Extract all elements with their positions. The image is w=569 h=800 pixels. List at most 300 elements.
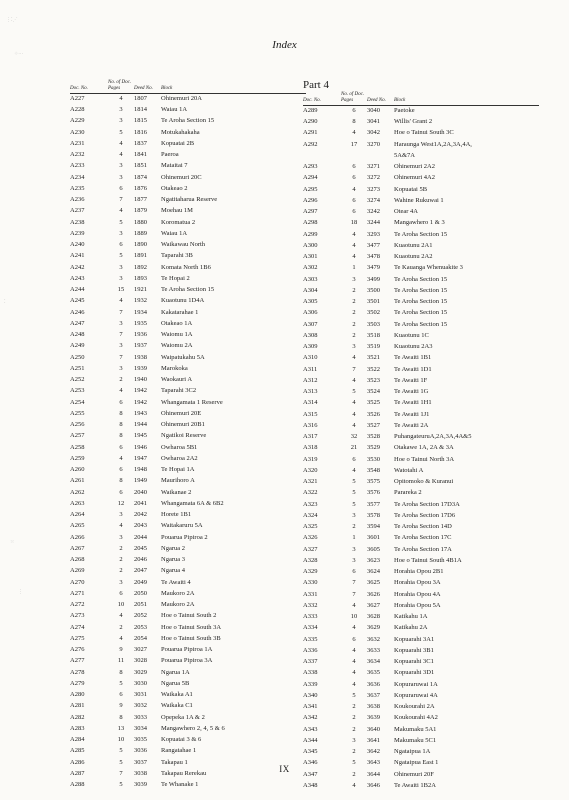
doc-pages-cell: 4	[119, 634, 123, 642]
block-cell: Horahia Opou 5A	[394, 601, 441, 609]
deed-no-cell: 3500	[367, 286, 380, 294]
table-row	[70, 184, 306, 195]
doc-no-cell: A337	[303, 658, 318, 666]
doc-no-cell: A298	[303, 219, 318, 227]
deed-no-cell: 1841	[134, 151, 147, 159]
table-header-row	[303, 92, 539, 105]
block-cell: Te Aroha Section 15	[394, 309, 448, 317]
table-row	[70, 420, 306, 431]
table-row	[303, 128, 539, 139]
doc-no-cell: A320	[303, 466, 318, 474]
doc-pages-cell: 4	[352, 624, 356, 632]
doc-no-cell: A326	[303, 534, 318, 542]
doc-no-cell: A291	[303, 129, 318, 137]
doc-pages-cell: 3	[119, 578, 123, 586]
table-row	[70, 780, 306, 791]
deed-no-cell: 2050	[134, 589, 147, 597]
block-cell: Kopuarahi 3A1	[394, 635, 435, 643]
doc-no-cell: A235	[70, 184, 85, 192]
table-row	[303, 196, 539, 207]
table-row	[70, 532, 306, 543]
table-row	[70, 285, 306, 296]
deed-no-cell: 3529	[367, 444, 380, 452]
block-cell: Maukoro 2A	[161, 589, 195, 597]
doc-no-cell: A294	[303, 174, 318, 182]
doc-no-cell: A280	[70, 691, 85, 699]
doc-pages-cell: 2	[352, 331, 356, 339]
doc-no-cell: A275	[70, 634, 85, 642]
block-cell: Ohinemuri 20C	[161, 173, 202, 181]
doc-pages-cell: 6	[119, 398, 123, 406]
doc-pages-cell: 8	[119, 477, 123, 485]
block-cell: Te Hopai 2	[161, 274, 190, 282]
deed-no-cell: 1893	[134, 274, 147, 282]
doc-no-cell: A339	[303, 680, 318, 688]
block-cell: Te Aroha Section 15	[394, 286, 448, 294]
table-row	[70, 127, 306, 138]
doc-pages-cell: 7	[119, 196, 123, 204]
doc-pages-cell: 2	[352, 523, 356, 531]
table-row	[303, 364, 539, 375]
table-row	[303, 511, 539, 522]
block-cell: Paetoke	[394, 106, 415, 114]
doc-no-cell: A343	[303, 725, 318, 733]
doc-pages-cell: 5	[119, 747, 123, 755]
doc-no-cell: A338	[303, 669, 318, 677]
doc-no-cell: A293	[303, 163, 318, 171]
doc-no-cell: A265	[70, 522, 85, 530]
doc-pages-cell: 6	[119, 488, 123, 496]
deed-no-cell: 2045	[134, 544, 147, 552]
deed-no-cell: 1851	[134, 162, 147, 170]
table-row	[70, 476, 306, 487]
doc-pages-cell: 3	[119, 162, 123, 170]
table-row	[303, 713, 539, 724]
doc-pages-cell: 4	[352, 669, 356, 677]
deed-no-cell: 1943	[134, 409, 147, 417]
table-row	[70, 454, 306, 465]
doc-no-cell: A242	[70, 263, 85, 271]
table-row	[303, 387, 539, 398]
block-cell: Takapau Rerekau	[161, 769, 207, 777]
block-cell: Kuaotunu 2A1	[394, 241, 433, 249]
page-folio: IX	[279, 764, 290, 774]
block-cell: Waikaka A1	[161, 691, 193, 699]
table-row	[303, 522, 539, 533]
doc-pages-cell: 11	[117, 657, 125, 665]
doc-no-cell: A228	[70, 106, 85, 114]
doc-no-cell: A264	[70, 511, 85, 519]
block-cell: Waikaka C1	[161, 702, 193, 710]
block-cell: Ohinemuri 2A2	[394, 163, 435, 171]
deed-no-cell: 3040	[367, 106, 380, 114]
block-cell: Parareka 2	[394, 489, 422, 497]
doc-no-cell: A257	[70, 432, 85, 440]
table-row	[70, 510, 306, 521]
column-header-block: Block	[161, 80, 306, 93]
deed-no-cell: 3632	[367, 635, 380, 643]
deed-no-cell: 1880	[134, 218, 147, 226]
doc-no-cell: A309	[303, 343, 318, 351]
table-row	[303, 668, 539, 679]
block-cell: Pouarua Pipiroa 3A	[161, 657, 213, 665]
doc-pages-cell: 2	[119, 544, 123, 552]
doc-no-cell: A313	[303, 388, 318, 396]
doc-no-cell: A253	[70, 387, 85, 395]
doc-no-cell: A304	[303, 286, 318, 294]
doc-pages-cell: 5	[119, 781, 123, 789]
block-cell: Waokauri A	[161, 376, 193, 384]
deed-no-cell: 3037	[134, 758, 147, 766]
deed-no-cell: 1947	[134, 454, 147, 462]
doc-no-cell: A314	[303, 399, 318, 407]
doc-pages-cell: 3	[352, 511, 356, 519]
deed-no-cell: 2046	[134, 556, 147, 564]
block-cell: Waikawau North	[161, 241, 206, 249]
deed-no-cell: 1892	[134, 263, 147, 271]
deed-no-cell: 1942	[134, 398, 147, 406]
doc-pages-cell: 32	[350, 433, 358, 441]
doc-no-cell: A342	[303, 714, 318, 722]
doc-no-cell: A348	[303, 781, 318, 789]
doc-pages-cell: 6	[352, 174, 356, 182]
block-cell: Pouarua Pipiroa 2	[161, 533, 208, 541]
doc-pages-cell: 6	[352, 196, 356, 204]
deed-no-cell: 3521	[367, 354, 380, 362]
deed-no-cell: 1944	[134, 421, 147, 429]
block-cell: Waikanae 2	[161, 488, 192, 496]
block-cell: Te Aroha Section 17C	[394, 534, 452, 542]
doc-no-cell: A247	[70, 319, 85, 327]
table-row	[70, 622, 306, 633]
deed-no-cell: 3519	[367, 343, 380, 351]
table-row	[303, 173, 539, 184]
doc-no-cell: A259	[70, 454, 85, 462]
doc-pages-cell: 4	[352, 185, 356, 193]
block-cell: Mataitai 7	[161, 162, 188, 170]
deed-no-cell: 3293	[367, 230, 380, 238]
doc-no-cell: A252	[70, 376, 85, 384]
table-row	[303, 623, 539, 634]
table-row	[70, 105, 306, 116]
doc-no-cell: A289	[303, 106, 318, 114]
column-header-doc-no: Doc. No.	[70, 80, 108, 93]
doc-no-cell: A290	[303, 118, 318, 126]
column-header-deed-no: Deed No.	[367, 92, 394, 105]
deed-no-cell: 3578	[367, 511, 380, 519]
doc-pages-cell: 12	[117, 499, 125, 507]
doc-no-cell: A306	[303, 309, 318, 317]
block-cell: Te Awaiti 1B1	[394, 354, 432, 362]
block-cell: Ngatitaharua Reserve	[161, 196, 218, 204]
doc-no-cell: A328	[303, 556, 318, 564]
doc-pages-cell: 7	[119, 769, 123, 777]
index-table-right	[303, 92, 539, 792]
deed-no-cell: 1935	[134, 319, 147, 327]
scan-speckle-mark: ⋮⁚⋰	[6, 18, 18, 23]
doc-no-cell: A239	[70, 229, 85, 237]
doc-no-cell: A273	[70, 612, 85, 620]
table-row	[70, 656, 306, 667]
doc-pages-cell: 4	[352, 230, 356, 238]
block-cell: Komata North 1B6	[161, 263, 211, 271]
block-cell: Waiau 1A	[161, 229, 188, 237]
doc-no-cell: A316	[303, 421, 318, 429]
deed-no-cell: 3594	[367, 523, 380, 531]
block-cell: Horahia Opou 4A	[394, 590, 441, 598]
doc-no-cell: A323	[303, 500, 318, 508]
doc-pages-cell: 3	[119, 533, 123, 541]
doc-pages-cell: 3	[119, 319, 123, 327]
deed-no-cell: 3548	[367, 466, 380, 474]
deed-no-cell: 3477	[367, 241, 380, 249]
table-row	[303, 229, 539, 240]
block-cell: Koukourahi 2A	[394, 703, 435, 711]
doc-no-cell: A330	[303, 579, 318, 587]
block-cell: Te Aroha Section 17A	[394, 545, 452, 553]
block-cell: Ohinemuri 4A2	[394, 174, 435, 182]
deed-no-cell: 3273	[367, 185, 380, 193]
block-cell: Kopuatai 2B	[161, 139, 195, 147]
doc-pages-cell: 4	[119, 207, 123, 215]
table-row	[70, 116, 306, 127]
block-cell: Horahia Opou 2B1	[394, 568, 444, 576]
doc-no-cell: A229	[70, 117, 85, 125]
deed-no-cell: 1945	[134, 432, 147, 440]
deed-no-cell: 3242	[367, 208, 380, 216]
block-cell: Paeroa	[161, 151, 179, 159]
doc-pages-cell: 4	[352, 781, 356, 789]
doc-no-cell: A260	[70, 466, 85, 474]
deed-no-cell: 3626	[367, 590, 380, 598]
doc-pages-cell: 4	[119, 139, 123, 147]
doc-no-cell: A230	[70, 128, 85, 136]
doc-pages-cell: 4	[352, 680, 356, 688]
doc-no-cell: A269	[70, 567, 85, 575]
doc-pages-cell: 2	[119, 556, 123, 564]
deed-no-cell: 3643	[367, 759, 380, 767]
doc-no-cell: A240	[70, 241, 85, 249]
doc-pages-cell: 18	[350, 219, 358, 227]
doc-pages-cell: 6	[119, 184, 123, 192]
part-heading: Part 4	[303, 79, 329, 91]
doc-pages-cell: 21	[350, 444, 358, 452]
column-header-block: Block	[394, 92, 539, 105]
doc-pages-cell: 4	[119, 454, 123, 462]
deed-no-cell: 3027	[134, 646, 147, 654]
doc-pages-cell: 3	[352, 736, 356, 744]
table-row	[303, 781, 539, 792]
table-row	[303, 432, 539, 443]
doc-pages-cell: 4	[352, 646, 356, 654]
doc-no-cell: A244	[70, 286, 85, 294]
doc-no-cell: A346	[303, 759, 318, 767]
table-row	[70, 577, 306, 588]
block-cell: Watotahi A	[394, 466, 424, 474]
doc-no-cell: A301	[303, 253, 318, 261]
block-cell: Opitomoko & Kuranui	[394, 478, 454, 486]
doc-pages-cell: 2	[352, 298, 356, 306]
doc-pages-cell: 7	[352, 590, 356, 598]
deed-no-cell: 3522	[367, 365, 380, 373]
block-cell: Kuaotunu 2A3	[394, 343, 433, 351]
doc-no-cell: A288	[70, 781, 85, 789]
doc-pages-cell: 2	[119, 623, 123, 631]
doc-no-cell: A333	[303, 613, 318, 621]
block-cell: Katikahu 1A	[394, 613, 428, 621]
doc-pages-cell: 5	[119, 128, 123, 136]
table-row	[70, 386, 306, 397]
table-row	[70, 724, 306, 735]
deed-no-cell: 3038	[134, 769, 147, 777]
doc-pages-cell: 5	[352, 691, 356, 699]
block-cell: Kopuarahi 3C1	[394, 658, 434, 666]
deed-no-cell: 2040	[134, 488, 147, 496]
block-cell: Te Aroha Section 15	[161, 117, 215, 125]
block-cell: Te Whanake 1	[161, 781, 199, 789]
doc-pages-cell: 3	[119, 173, 123, 181]
table-row	[303, 499, 539, 510]
block-cell: Te Aroha Section 17D6	[394, 511, 456, 519]
doc-pages-cell: 8	[119, 421, 123, 429]
block-cell: Ohinemuri 20B1	[161, 421, 205, 429]
doc-pages-cell: 6	[352, 163, 356, 171]
doc-pages-cell: 2	[352, 703, 356, 711]
deed-no-cell: 3639	[367, 714, 380, 722]
table-row	[303, 319, 539, 330]
table-row	[70, 364, 306, 375]
block-cell: Kuaotunu 2A2	[394, 253, 433, 261]
table-row	[70, 566, 306, 577]
doc-pages-cell: 4	[352, 466, 356, 474]
doc-no-cell: A254	[70, 398, 85, 406]
table-row	[303, 443, 539, 454]
doc-no-cell: A327	[303, 545, 318, 553]
deed-no-cell: 3528	[367, 433, 380, 441]
doc-pages-cell: 2	[352, 286, 356, 294]
table-row	[70, 172, 306, 183]
doc-pages-cell: 8	[119, 409, 123, 417]
block-cell: Katikahu 2A	[394, 624, 428, 632]
table-row	[70, 442, 306, 453]
doc-no-cell: A248	[70, 331, 85, 339]
table-row	[303, 724, 539, 735]
table-row	[303, 308, 539, 319]
deed-no-cell: 1876	[134, 184, 147, 192]
scan-speckle-mark: ⁙	[10, 540, 15, 545]
block-cell: 5A&7A	[394, 151, 415, 159]
deed-no-cell: 3577	[367, 500, 380, 508]
doc-no-cell: A335	[303, 635, 318, 643]
table-row	[70, 150, 306, 161]
deed-no-cell: 1889	[134, 229, 147, 237]
block-cell: Hoe o Tainui South 3A	[161, 623, 222, 631]
table-row	[70, 240, 306, 251]
deed-no-cell: 3501	[367, 298, 380, 306]
table-row	[303, 702, 539, 713]
deed-no-cell: 3633	[367, 646, 380, 654]
deed-no-cell: 2042	[134, 511, 147, 519]
doc-no-cell: A329	[303, 568, 318, 576]
deed-no-cell: 3646	[367, 781, 380, 789]
table-row	[303, 162, 539, 173]
deed-no-cell: 3503	[367, 320, 380, 328]
doc-pages-cell: 4	[352, 399, 356, 407]
doc-no-cell: A341	[303, 703, 318, 711]
doc-pages-cell: 5	[352, 500, 356, 508]
doc-pages-cell: 7	[119, 353, 123, 361]
table-row	[70, 206, 306, 217]
scan-speckle-mark: ⋮	[18, 590, 23, 595]
doc-pages-cell: 3	[352, 343, 356, 351]
deed-no-cell: 3042	[367, 129, 380, 137]
doc-no-cell: A332	[303, 601, 318, 609]
doc-no-cell: A270	[70, 578, 85, 586]
doc-pages-cell: 8	[119, 713, 123, 721]
doc-pages-cell: 4	[352, 241, 356, 249]
table-row	[70, 589, 306, 600]
doc-no-cell: A297	[303, 208, 318, 216]
table-row	[303, 601, 539, 612]
table-row	[70, 431, 306, 442]
doc-pages-cell: 2	[119, 567, 123, 575]
doc-no-cell: A236	[70, 196, 85, 204]
table-row	[303, 544, 539, 555]
table-row	[70, 217, 306, 228]
table-row	[70, 195, 306, 206]
block-cell: Whangamata 6A & 6B2	[161, 499, 224, 507]
doc-no-cell: A238	[70, 218, 85, 226]
deed-no-cell: 3641	[367, 736, 380, 744]
block-cell: Te Awaiti 2A	[394, 421, 429, 429]
doc-pages-cell: 1	[352, 534, 356, 542]
table-row	[303, 488, 539, 499]
deed-no-cell: 2049	[134, 578, 147, 586]
doc-pages-cell	[341, 151, 367, 162]
deed-no-cell: 1921	[134, 286, 147, 294]
doc-pages-cell: 3	[119, 274, 123, 282]
doc-pages-cell: 2	[352, 714, 356, 722]
block-cell: Te Aroha Section 14D	[394, 523, 452, 531]
deed-no-cell: 1837	[134, 139, 147, 147]
block-cell: Kuaotunu 1D4A	[161, 297, 205, 305]
block-cell: Kopuatai 3 & 6	[161, 736, 202, 744]
doc-no-cell: A292	[303, 140, 318, 148]
block-cell: Kopuraruwai 1A	[394, 680, 438, 688]
table-row	[303, 207, 539, 218]
deed-no-cell: 1949	[134, 477, 147, 485]
doc-pages-cell: 2	[352, 725, 356, 733]
block-cell: Te Awaiti 1B2A	[394, 781, 436, 789]
deed-no-cell: 3029	[134, 668, 147, 676]
table-row	[70, 690, 306, 701]
block-cell: Waipatukahu 5A	[161, 353, 205, 361]
block-cell: Owharoa 2A2	[161, 454, 198, 462]
deed-no-cell: 3526	[367, 410, 380, 418]
block-cell: Owharoa 5B1	[161, 443, 198, 451]
deed-no-cell: 2053	[134, 623, 147, 631]
deed-no-cell: 1932	[134, 297, 147, 305]
doc-no-cell: A305	[303, 298, 318, 306]
table-row	[70, 465, 306, 476]
block-cell: Willis' Grant 2	[394, 118, 433, 126]
deed-no-cell: 3637	[367, 691, 380, 699]
table-row	[303, 297, 539, 308]
block-cell: Wahine Rukuwai 1	[394, 196, 444, 204]
doc-pages-cell: 4	[352, 410, 356, 418]
block-cell: Ohinemuri 20F	[394, 770, 434, 778]
table-row	[303, 342, 539, 353]
